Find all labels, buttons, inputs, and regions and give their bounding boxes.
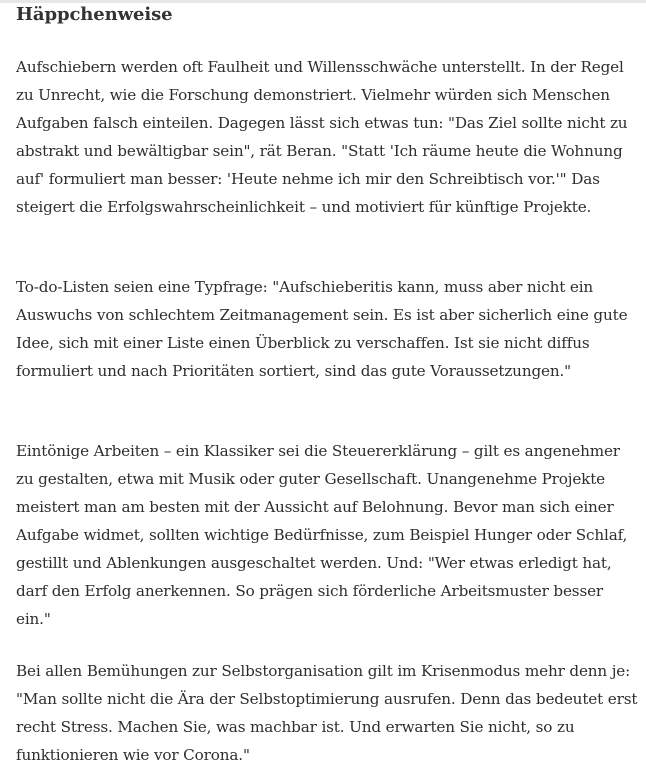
section-heading: Häppchenweise (16, 4, 173, 25)
paragraph: Bei allen Bemühungen zur Selbstorganisation gilt im Krisenmodus mehr denn je: "Man sollte nicht die Ära der Selbstoptimierung ausrufen. Denn das bedeutet erst recht Stress. Machen Sie, was machbar ist. Und erwarten Sie nicht, so zu funktionieren wie vor Corona." (16, 662, 638, 764)
paragraph: Eintönige Arbeiten – ein Klassiker sei die Steuererklärung – gilt es angenehmer zu gestalten, etwa mit Musik oder guter Gesellschaft. Unangenehme Projekte meistert man am besten mit der Aussicht auf Belohnung. Bevor man sich einer Aufgabe widmet, sollten wichtige Bedürfnisse, zum Beispiel Hunger oder Schlaf, gestillt und Ablenkungen ausgeschaltet werden. Und: "Wer etwas erledigt hat, darf den Erfolg anerkennen. So prägen sich förderliche Arbeitsmuster besser ein." (16, 442, 628, 628)
paragraph: Aufschiebern werden oft Faulheit und Willensschwäche unterstellt. In der Regel zu Unrecht, wie die Forschung demonstriert. Vielmehr würden sich Menschen Aufgaben falsch einteilen. Dagegen lässt sich etwas tun: "Das Ziel sollte nicht zu abstrakt und bewältigbar sein", rät Beran. "Statt 'Ich räume heute die Wohnung auf' formuliert man besser: 'Heute nehme ich mir den Schreibtisch vor.'" Das steigert die Erfolgswahrscheinlichkeit – und motiviert für künftige Projekte. (16, 58, 628, 216)
paragraph: To-do-Listen seien eine Typfrage: "Aufschieberitis kann, muss aber nicht ein Auswuchs von schlechtem Zeitmanagement sein. Es ist aber sicherlich eine gute Idee, sich mit einer Liste einen Überblick zu verschaffen. Ist sie nicht diffus formuliert und nach Prioritäten sortiert, sind das gute Voraussetzungen." (16, 278, 628, 380)
